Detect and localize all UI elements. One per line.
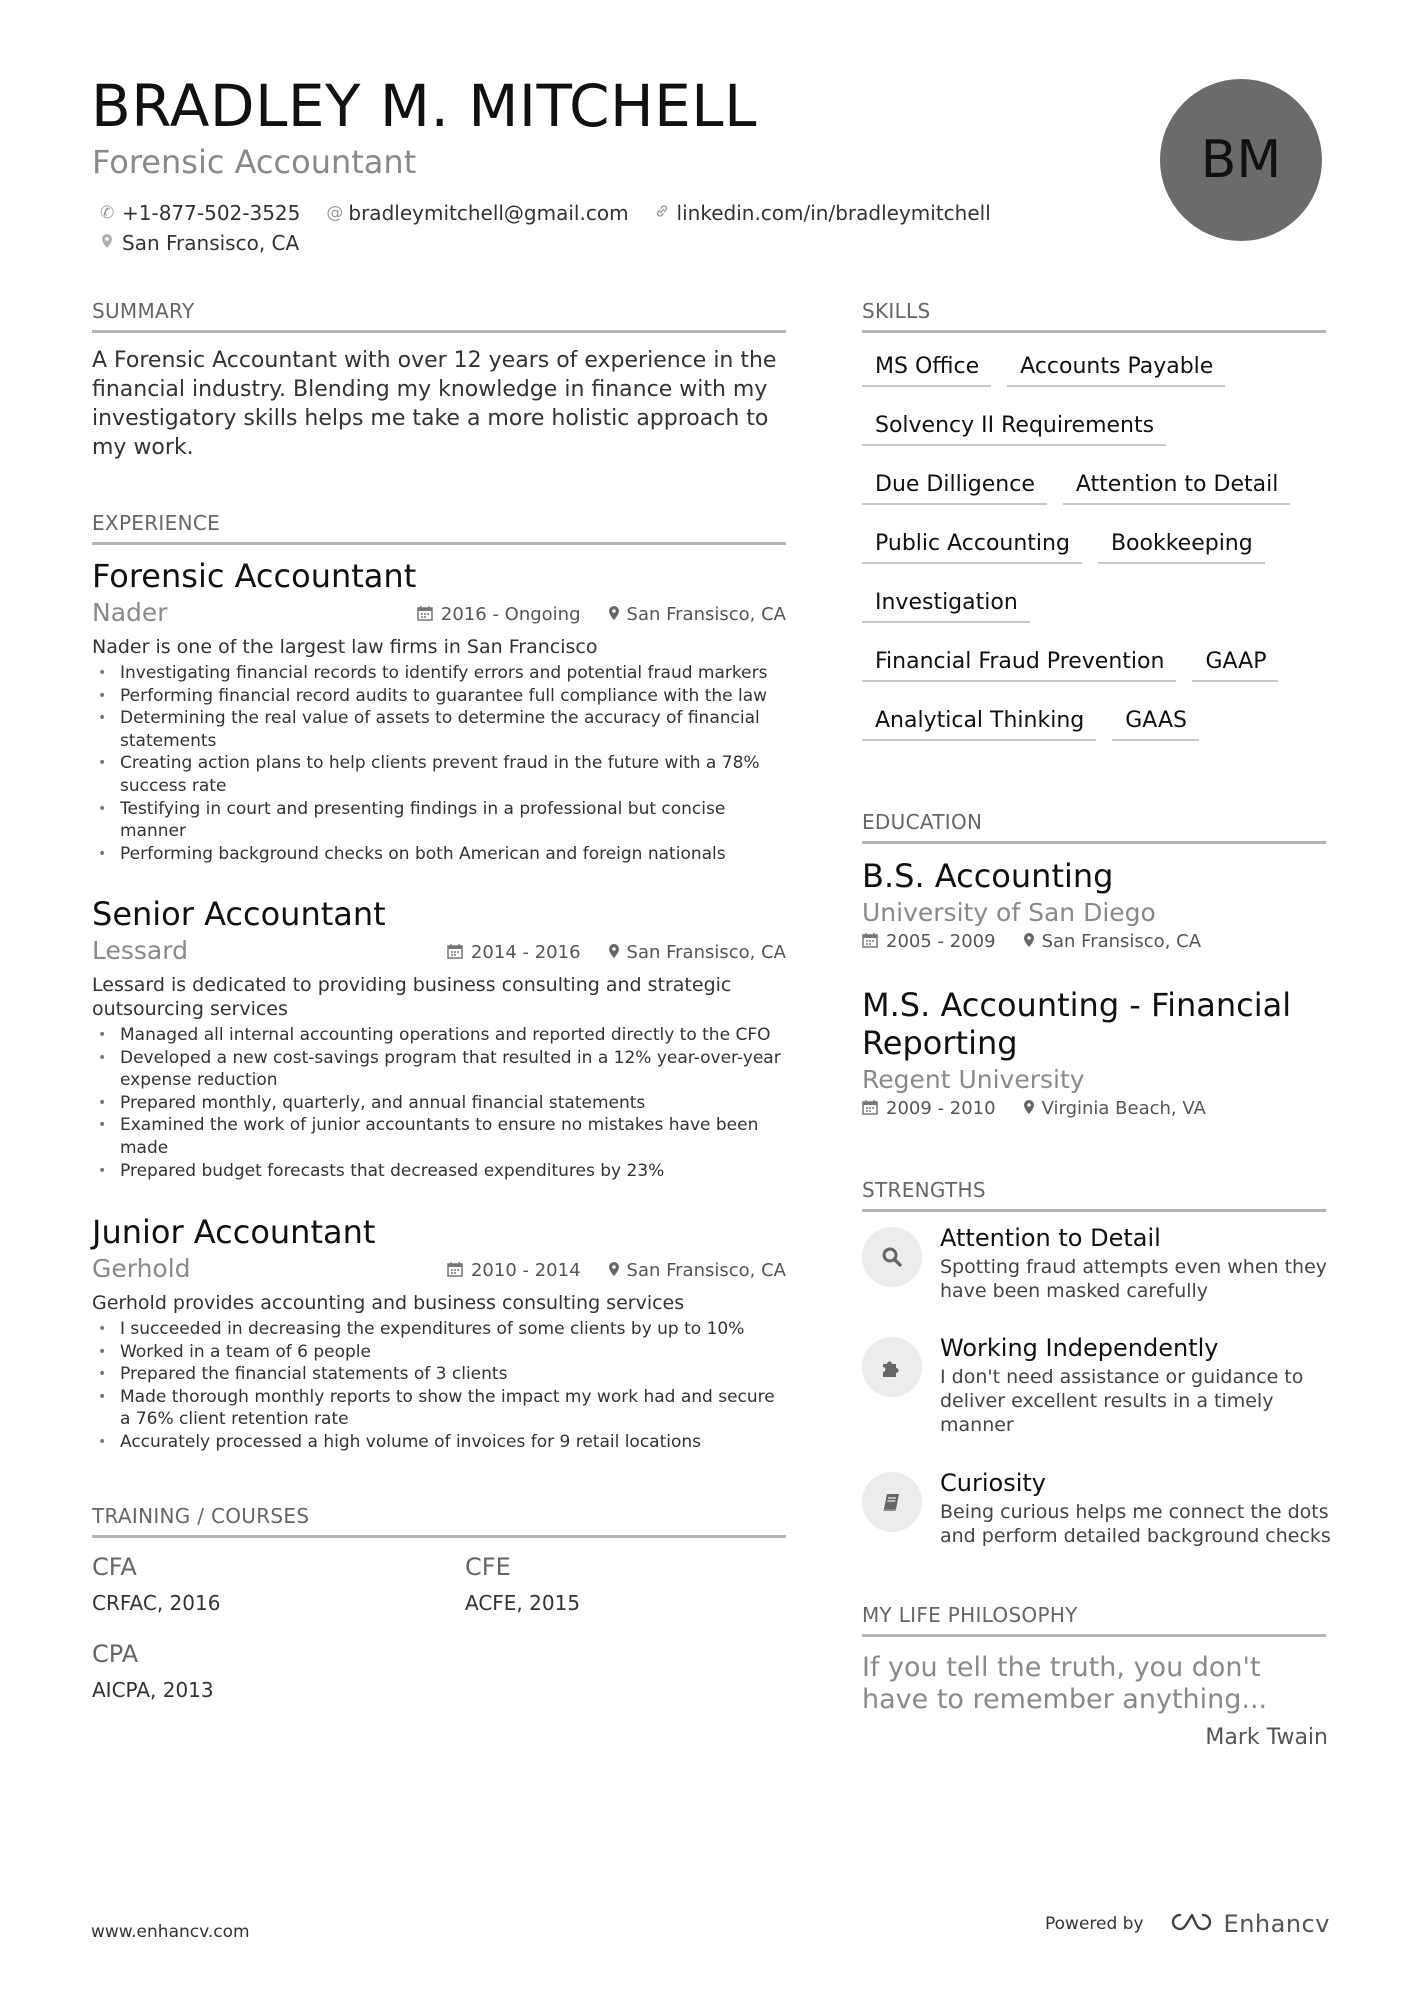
footer-branding xyxy=(1045,1910,1330,1938)
location-pin-icon xyxy=(100,233,114,253)
skill-tag: Bookkeeping xyxy=(1098,522,1265,564)
strength-title: Attention to Detail xyxy=(940,1224,1161,1252)
education-meta xyxy=(862,931,1326,952)
job-bullet: • I succeeded in decreasing the expenditures of some clients by up to 10% xyxy=(92,1318,786,1341)
job-bullet: • Determining the real value of assets to determine the accuracy of financial statements xyxy=(92,707,786,752)
job-dates-location xyxy=(417,604,786,625)
contact-info xyxy=(100,198,1000,258)
contact-email[interactable] xyxy=(326,198,628,228)
skills-heading: SKILLS xyxy=(862,299,1326,333)
job-bullet: • Developed a new cost-savings program that resulted in a 12% year-over-year expense reduction xyxy=(92,1047,786,1092)
education-location-text: Virginia Beach, VA xyxy=(1041,1098,1206,1119)
skill-tag: Due Dilligence xyxy=(862,463,1047,505)
job-bullet: • Prepared budget forecasts that decreased expenditures by 23% xyxy=(92,1160,786,1183)
summary-text: A Forensic Accountant with over 12 years of experience in the financial industry. Blending my knowledge in finance with my investigatory skills helps me take a more holistic approach to my work. xyxy=(92,348,777,460)
skill-tag: Accounts Payable xyxy=(1007,345,1225,387)
job-meta xyxy=(92,598,786,632)
job-description: Lessard is dedicated to providing business consulting and strategic outsourcing services xyxy=(92,974,732,1020)
skill-row xyxy=(862,463,1326,522)
calendar-icon xyxy=(417,605,433,625)
strength-body xyxy=(940,1223,1332,1303)
location-pin-icon xyxy=(609,1261,619,1280)
strengths-heading: STRENGTHS xyxy=(862,1178,1326,1212)
job-dates-location xyxy=(447,1260,786,1281)
company-name: Nader xyxy=(92,598,168,627)
job-bullets xyxy=(92,1024,786,1182)
job-location-text: San Fransisco, CA xyxy=(626,942,786,963)
job-dates: 2010 - 2014 xyxy=(470,1260,581,1281)
skill-row xyxy=(862,640,1326,699)
job-bullet: • Examined the work of junior accountants to ensure no mistakes have been made xyxy=(92,1114,786,1159)
contact-location xyxy=(100,228,299,258)
course-name: CFE xyxy=(465,1553,511,1581)
education-heading: EDUCATION xyxy=(862,810,1326,844)
skill-tag: Analytical Thinking xyxy=(862,699,1096,741)
philosophy-heading: MY LIFE PHILOSOPHY xyxy=(862,1603,1326,1637)
email-text[interactable]: bradleymitchell@gmail.com xyxy=(348,201,629,225)
strength-body xyxy=(940,1468,1332,1548)
job-bullet: • Prepared the financial statements of 3 clients xyxy=(92,1363,786,1386)
job-title: Senior Accountant xyxy=(92,895,386,933)
philosophy-quote: If you tell the truth, you don't have to remember anything... xyxy=(862,1652,1268,1715)
job-location xyxy=(609,604,786,625)
contact-linkedin[interactable] xyxy=(655,198,991,228)
book-icon xyxy=(862,1472,922,1532)
location-pin-icon xyxy=(1024,1099,1034,1118)
job-bullet: • Worked in a team of 6 people xyxy=(92,1341,786,1364)
skill-tag: Public Accounting xyxy=(862,522,1082,564)
job-title: Forensic Accountant xyxy=(92,557,417,595)
contact-phone xyxy=(100,198,300,228)
job-bullet: • Managed all internal accounting operations and reported directly to the CFO xyxy=(92,1024,786,1047)
avatar-initials: BM xyxy=(1160,79,1322,241)
strength-description: Being curious helps me connect the dots and perform detailed background checks xyxy=(940,1501,1331,1547)
skill-tag: Attention to Detail xyxy=(1063,463,1290,505)
location-pin-icon xyxy=(609,943,619,962)
powered-by-label: Powered by xyxy=(1045,1914,1144,1934)
strength-title: Curiosity xyxy=(940,1469,1046,1497)
quote-author: Mark Twain xyxy=(1205,1725,1328,1750)
candidate-title: Forensic Accountant xyxy=(92,143,417,181)
job-bullet: • Prepared monthly, quarterly, and annual financial statements xyxy=(92,1092,786,1115)
location-pin-icon xyxy=(609,605,619,624)
training-heading: TRAINING / COURSES xyxy=(92,1504,786,1538)
education-meta xyxy=(862,1098,1326,1119)
skill-tag: GAAS xyxy=(1112,699,1199,741)
job-bullet: • Investigating financial records to identify errors and potential fraud markers xyxy=(92,662,786,685)
summary-heading: SUMMARY xyxy=(92,299,786,333)
education-entry xyxy=(862,857,1326,952)
puzzle-icon xyxy=(862,1337,922,1397)
skill-row xyxy=(862,699,1326,758)
job-bullet: • Creating action plans to help clients prevent fraud in the future with a 78% success rate xyxy=(92,752,786,797)
job-bullet: • Testifying in court and presenting findings in a professional but concise manner xyxy=(92,798,786,843)
company-name: Gerhold xyxy=(92,1254,191,1283)
course-org: ACFE, 2015 xyxy=(465,1591,581,1615)
skills-list xyxy=(862,345,1326,758)
candidate-name: BRADLEY M. MITCHELL xyxy=(91,72,757,140)
skill-row xyxy=(862,404,1326,463)
experience-entry xyxy=(92,894,786,1182)
course-name: CFA xyxy=(92,1553,137,1581)
education-dates: 2009 - 2010 xyxy=(886,1098,996,1119)
experience-entry xyxy=(92,556,786,865)
strength-description: I don't need assistance or guidance to deliver excellent results in a timely manner xyxy=(940,1366,1304,1436)
skill-tag: MS Office xyxy=(862,345,991,387)
calendar-icon xyxy=(447,943,463,963)
education-location xyxy=(1024,1098,1206,1119)
skill-row xyxy=(862,345,1326,404)
experience-heading: EXPERIENCE xyxy=(92,511,786,545)
job-bullet: • Performing background checks on both American and foreign nationals xyxy=(92,843,786,866)
education-location xyxy=(1024,931,1201,952)
skill-row xyxy=(862,581,1326,640)
footer-website[interactable]: www.enhancv.com xyxy=(91,1922,250,1942)
company-name: Lessard xyxy=(92,936,188,965)
job-bullet: • Made thorough monthly reports to show the impact my work had and secure a 76% client retention rate xyxy=(92,1386,786,1431)
course-name: CPA xyxy=(92,1640,139,1668)
job-dates: 2014 - 2016 xyxy=(470,942,581,963)
calendar-icon xyxy=(862,932,878,952)
job-dates: 2016 - Ongoing xyxy=(440,604,581,625)
location-pin-icon xyxy=(1024,932,1034,951)
course-item xyxy=(92,1639,214,1703)
skill-tag: Solvency II Requirements xyxy=(862,404,1166,446)
brand-name: Enhancv xyxy=(1223,1910,1330,1938)
education-entry xyxy=(862,986,1326,1119)
calendar-icon xyxy=(447,1261,463,1281)
skill-row xyxy=(862,522,1326,581)
job-bullets xyxy=(92,662,786,865)
job-location-text: San Fransisco, CA xyxy=(626,1260,786,1281)
phone-text: +1-877-502-3525 xyxy=(122,201,301,225)
course-org: AICPA, 2013 xyxy=(92,1678,214,1702)
experience-entry xyxy=(92,1212,786,1454)
course-item xyxy=(92,1552,220,1616)
enhancv-logo-icon xyxy=(1170,1910,1216,1938)
job-location xyxy=(609,942,786,963)
job-location xyxy=(609,1260,786,1281)
job-meta xyxy=(92,936,786,970)
job-location-text: San Fransisco, CA xyxy=(626,604,786,625)
skill-tag: Investigation xyxy=(862,581,1030,623)
education-location-text: San Fransisco, CA xyxy=(1041,931,1202,952)
skill-tag: GAAP xyxy=(1192,640,1278,682)
degree-name: M.S. Accounting - Financial Reporting xyxy=(862,986,1292,1062)
job-bullet: • Performing financial record audits to guarantee full compliance with the law xyxy=(92,685,786,708)
school-name: Regent University xyxy=(862,1065,1085,1094)
phone-icon: ✆ xyxy=(100,203,115,223)
strength-description: Spotting fraud attempts even when they have been masked carefully xyxy=(940,1256,1328,1302)
job-meta xyxy=(92,1254,786,1288)
school-name: University of San Diego xyxy=(862,898,1156,927)
calendar-icon xyxy=(862,1099,878,1119)
job-title: Junior Accountant xyxy=(92,1213,376,1251)
strength-title: Working Independently xyxy=(940,1334,1219,1362)
degree-name: B.S. Accounting xyxy=(862,857,1114,895)
job-description: Gerhold provides accounting and business consulting services xyxy=(92,1292,685,1314)
location-text: San Fransisco, CA xyxy=(122,231,300,255)
skill-tag: Financial Fraud Prevention xyxy=(862,640,1176,682)
linkedin-text[interactable]: linkedin.com/in/bradleymitchell xyxy=(676,201,991,225)
job-dates-location xyxy=(447,942,786,963)
search-icon xyxy=(862,1227,922,1287)
job-description: Nader is one of the largest law firms in San Francisco xyxy=(92,636,598,658)
strength-body xyxy=(940,1333,1332,1437)
education-dates: 2005 - 2009 xyxy=(886,931,996,952)
link-icon xyxy=(655,203,669,223)
job-bullet: • Accurately processed a high volume of invoices for 9 retail locations xyxy=(92,1431,786,1454)
at-icon: @ xyxy=(326,203,344,223)
course-org: CRFAC, 2016 xyxy=(92,1591,221,1615)
job-bullets xyxy=(92,1318,786,1454)
course-item xyxy=(465,1552,580,1616)
